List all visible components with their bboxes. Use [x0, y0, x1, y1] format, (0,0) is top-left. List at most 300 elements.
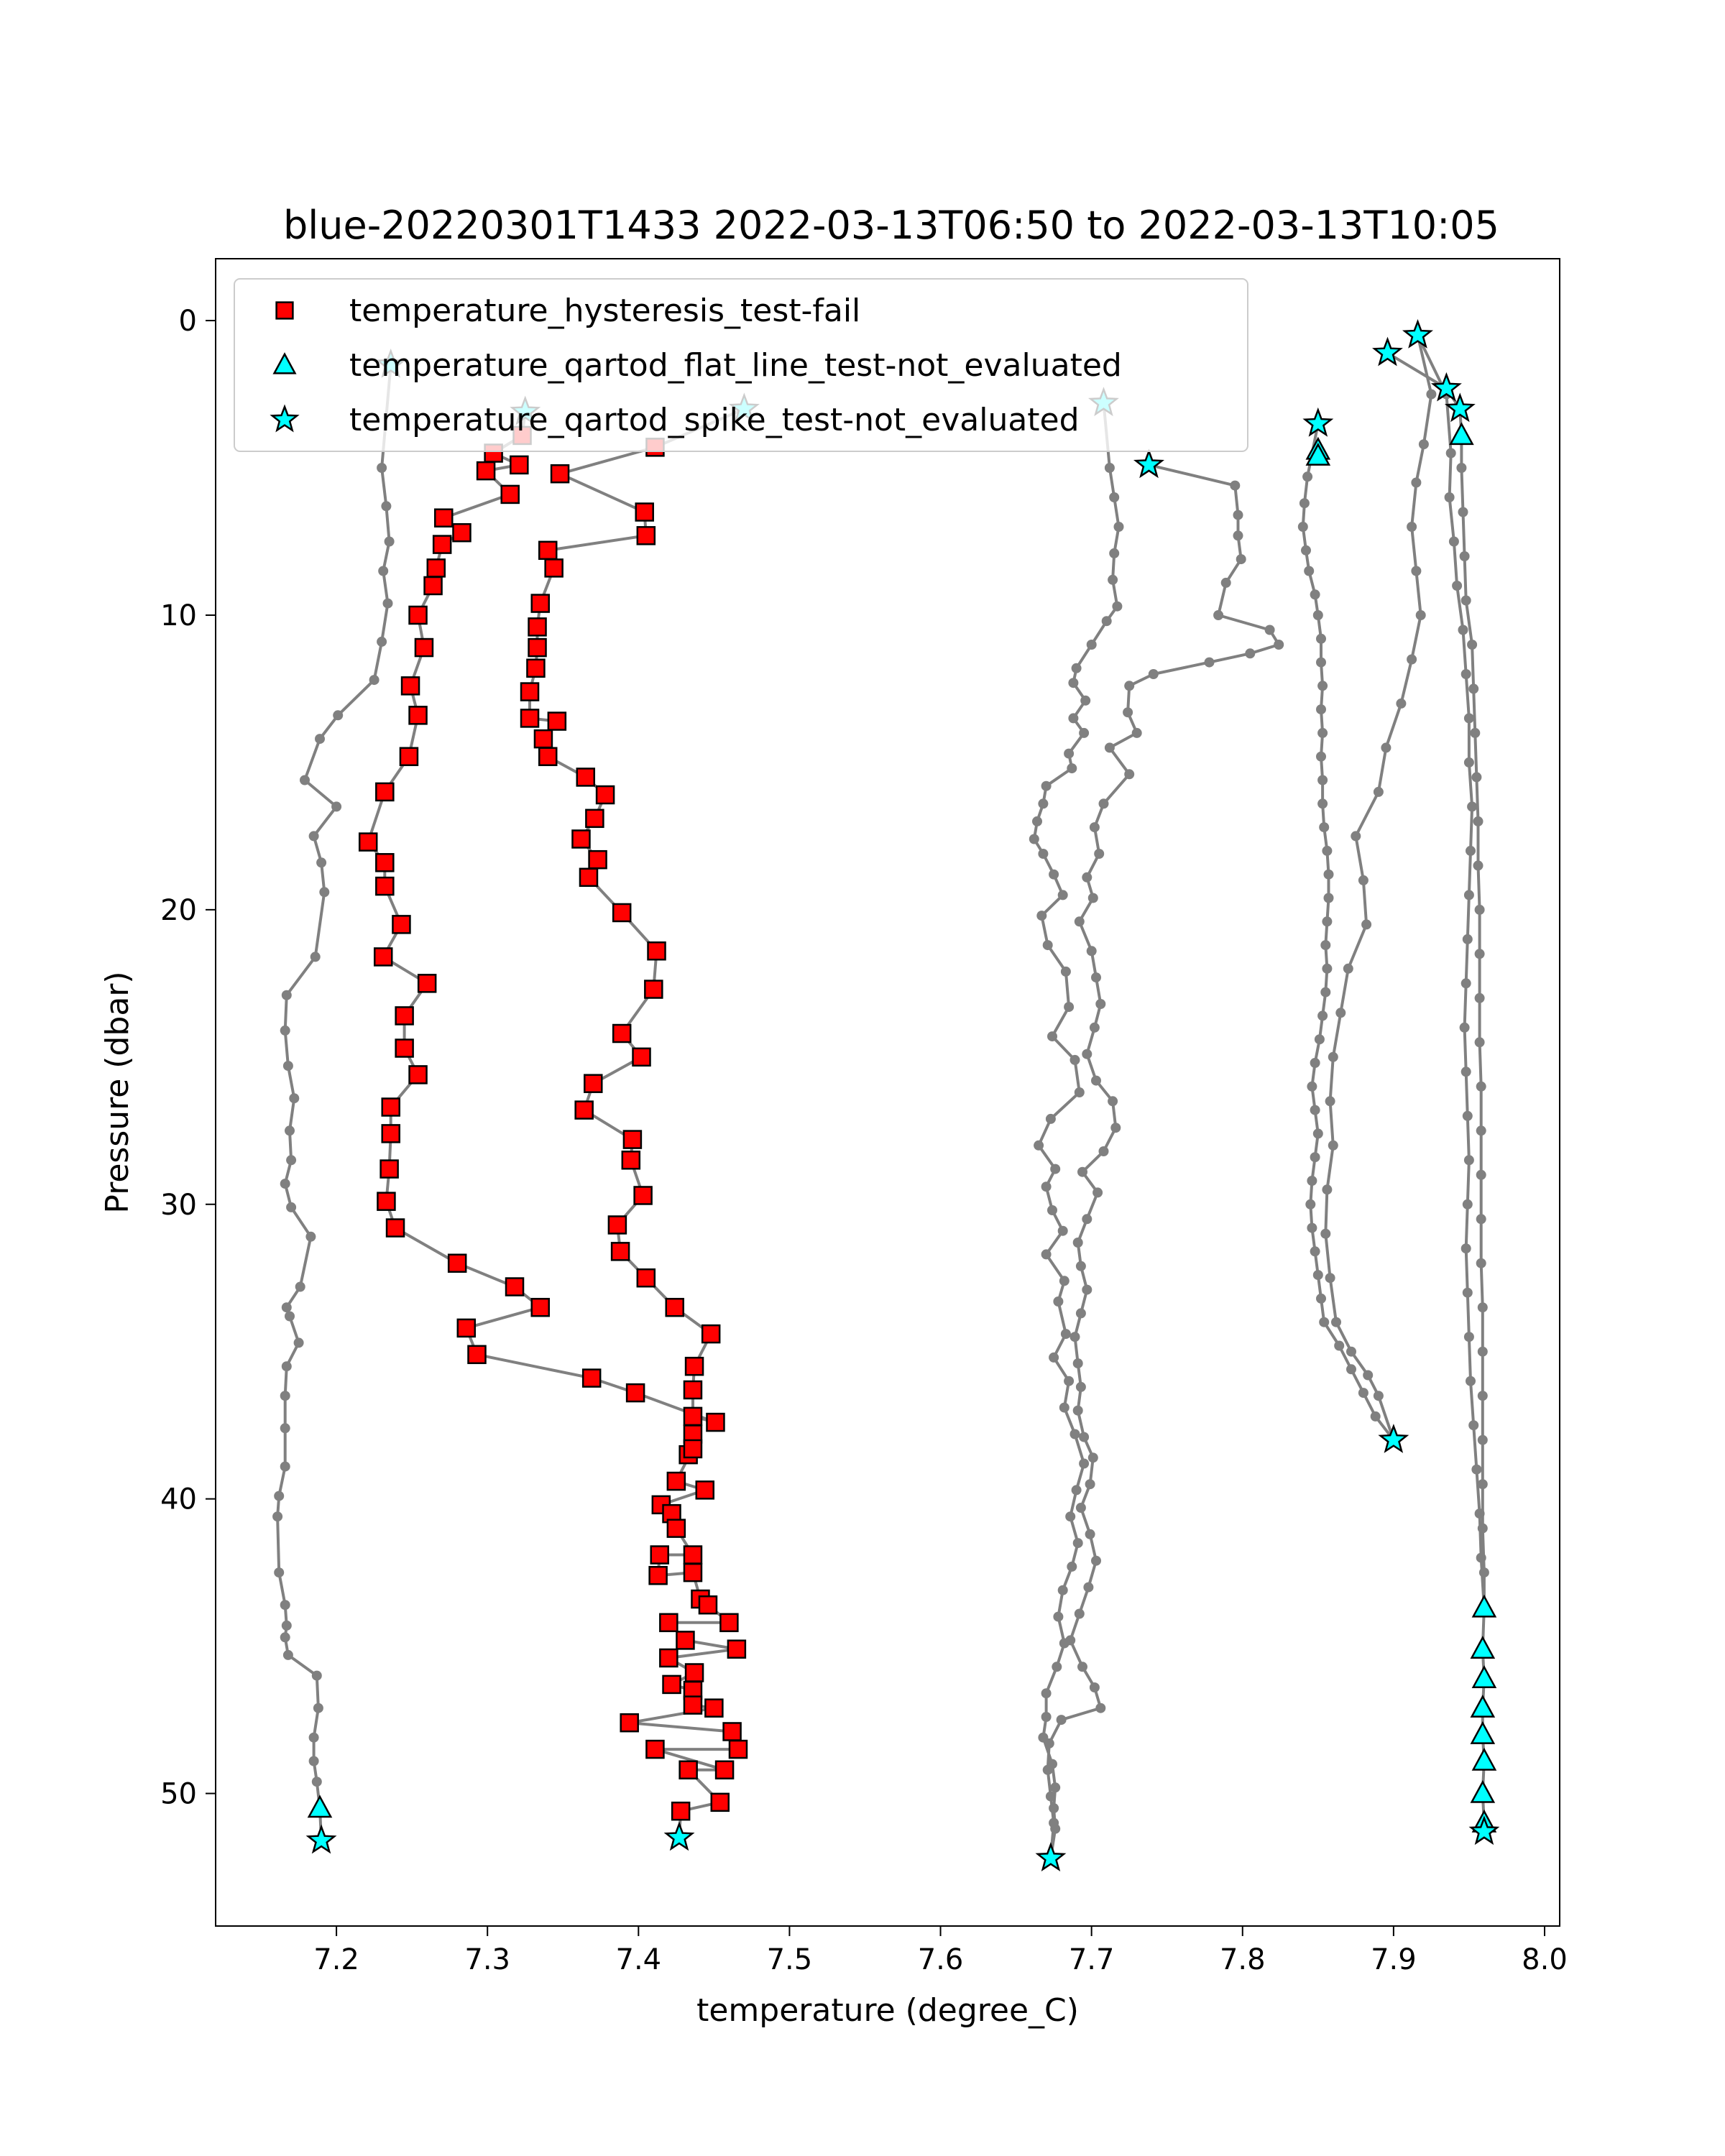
hysteresis-fail-marker	[635, 1187, 652, 1204]
hysteresis-fail-marker	[684, 1564, 702, 1581]
profile-point	[1463, 1199, 1473, 1210]
x-tick-label: 7.2	[313, 1943, 359, 1976]
profile-point	[1043, 940, 1053, 950]
profile-point	[286, 1155, 296, 1165]
profile-point	[1058, 1585, 1068, 1595]
profile-point	[1044, 1738, 1054, 1749]
profile-point	[1029, 834, 1039, 844]
profile-point	[313, 1703, 323, 1713]
profile-point	[1068, 678, 1078, 688]
profile-point	[1461, 669, 1471, 679]
hysteresis-fail-marker	[663, 1676, 681, 1693]
profile-point	[1082, 872, 1092, 883]
profile-point	[1052, 1662, 1062, 1672]
hysteresis-fail-marker	[621, 1714, 638, 1731]
profile-point	[377, 463, 387, 473]
y-tick-label: 50	[160, 1777, 197, 1811]
profile-point	[1322, 1184, 1332, 1194]
profile-point	[1032, 816, 1042, 826]
hysteresis-fail-marker	[686, 1358, 703, 1375]
profile-point	[1072, 663, 1082, 673]
profile-point	[1061, 967, 1071, 977]
hysteresis-fail-marker	[551, 465, 569, 482]
hysteresis-fail-marker	[668, 1473, 685, 1490]
profile-point	[1059, 1276, 1070, 1286]
profile-point	[286, 1202, 296, 1212]
profile-point	[1094, 849, 1104, 859]
profile-point	[1464, 713, 1474, 723]
profile-point	[1464, 890, 1474, 900]
profile-point	[282, 990, 292, 1000]
profile-point	[1077, 1167, 1087, 1177]
profile-point	[1478, 1347, 1488, 1357]
profile-point	[1449, 537, 1459, 547]
profile-point	[1300, 498, 1310, 508]
profile-point	[312, 1671, 322, 1681]
hysteresis-fail-marker	[684, 1547, 702, 1564]
profile-point	[1310, 589, 1320, 599]
hysteresis-fail-marker	[672, 1802, 689, 1820]
profile-point	[1041, 1249, 1052, 1259]
profile-point	[1320, 940, 1330, 950]
profile-point	[1233, 510, 1243, 520]
profile-point	[1091, 972, 1101, 982]
profile-point	[1073, 1238, 1083, 1248]
profile-point	[1205, 658, 1215, 668]
hysteresis-fail-marker	[532, 1299, 549, 1316]
profile-point	[1041, 1712, 1052, 1722]
profile-point	[1088, 893, 1098, 903]
hysteresis-fail-marker	[435, 510, 452, 527]
x-tick-label: 7.8	[1219, 1943, 1266, 1976]
profile-point	[1079, 1459, 1089, 1469]
profile-point	[1109, 548, 1119, 558]
profile-point	[1050, 1164, 1060, 1174]
hysteresis-fail-marker	[650, 1567, 667, 1584]
profile-point	[1463, 1111, 1473, 1121]
profile-point	[1320, 1229, 1330, 1239]
profile-point	[1460, 551, 1470, 561]
profile-point	[1067, 1562, 1077, 1572]
profile-point	[1213, 610, 1223, 620]
hysteresis-fail-marker	[638, 527, 655, 544]
y-tick-label: 40	[160, 1483, 197, 1516]
profile-point	[1461, 1243, 1471, 1253]
profile-point	[1319, 822, 1329, 832]
x-tick-label: 7.3	[464, 1943, 511, 1976]
profile-point	[1105, 463, 1115, 473]
profile-point	[1471, 772, 1481, 782]
x-tick-label: 7.4	[615, 1943, 662, 1976]
x-axis-label: temperature (degree_C)	[696, 1992, 1079, 2029]
hysteresis-fail-marker	[684, 1381, 702, 1399]
profile-point	[1466, 1376, 1476, 1386]
profile-point	[283, 1061, 293, 1071]
profile-point	[1058, 890, 1068, 900]
profile-point	[1073, 1538, 1083, 1548]
profile-point	[1310, 1152, 1320, 1162]
hysteresis-fail-marker	[535, 730, 552, 747]
profile-point	[1057, 1715, 1067, 1725]
hysteresis-fail-marker	[548, 713, 566, 730]
profile-point	[1301, 545, 1311, 556]
profile-point	[1090, 822, 1100, 832]
profile-point	[1038, 798, 1048, 808]
profile-point	[1317, 681, 1328, 691]
profile-point	[315, 734, 325, 744]
profile-point	[1099, 1146, 1109, 1156]
profile-point	[1475, 949, 1485, 959]
profile-point	[1456, 463, 1466, 473]
hysteresis-fail-marker	[686, 1664, 703, 1681]
hysteresis-fail-marker	[576, 1102, 593, 1119]
profile-point	[1075, 916, 1085, 926]
hysteresis-fail-marker	[477, 462, 494, 479]
hysteresis-fail-marker	[448, 1255, 466, 1272]
profile-point	[1079, 1432, 1089, 1442]
profile-point	[381, 501, 391, 511]
hysteresis-fail-marker	[660, 1614, 677, 1631]
hysteresis-fail-marker	[636, 504, 653, 521]
profile-point	[1407, 655, 1417, 665]
hysteresis-fail-marker	[468, 1346, 485, 1363]
profile-point	[1470, 728, 1480, 738]
profile-point	[1067, 763, 1077, 773]
profile-point	[1467, 640, 1477, 650]
hysteresis-fail-marker	[624, 1131, 641, 1148]
profile-point	[1313, 610, 1323, 620]
profile-point	[1322, 846, 1332, 856]
profile-point	[1265, 625, 1275, 635]
profile-point	[331, 801, 341, 811]
hysteresis-fail-marker	[705, 1700, 722, 1717]
profile-point	[1041, 781, 1052, 791]
profile-point	[1476, 1553, 1486, 1563]
hysteresis-fail-marker	[720, 1614, 737, 1631]
profile-point	[1335, 1008, 1346, 1018]
profile-point	[1371, 1411, 1381, 1422]
hysteresis-fail-marker	[458, 1319, 475, 1337]
profile-point	[1049, 1818, 1059, 1828]
profile-point	[1049, 1353, 1059, 1363]
profile-point	[1419, 439, 1429, 449]
profile-point	[1070, 1429, 1080, 1439]
profile-point	[1467, 801, 1477, 811]
profile-point	[1036, 911, 1046, 921]
hysteresis-fail-marker	[415, 639, 433, 656]
profile-point	[1475, 1037, 1485, 1047]
legend-spike-not-evaluated-label: temperature_qartod_spike_test-not_evaluated	[349, 402, 1080, 438]
profile-point	[1476, 1214, 1486, 1224]
hysteresis-fail-marker	[387, 1220, 404, 1237]
profile-point	[1324, 893, 1334, 903]
profile-point	[1458, 625, 1468, 635]
hysteresis-fail-marker	[716, 1761, 733, 1779]
y-tick-label: 10	[160, 599, 197, 632]
hysteresis-fail-marker	[696, 1481, 714, 1498]
profile-point	[1047, 1205, 1057, 1215]
profile-point	[1132, 728, 1142, 738]
profile-point	[385, 537, 395, 547]
hysteresis-fail-marker	[622, 1151, 640, 1169]
profile-point	[1046, 1114, 1056, 1124]
y-axis-label: Pressure (dbar)	[99, 971, 136, 1214]
profile-point	[1079, 728, 1089, 738]
hysteresis-fail-marker	[666, 1299, 684, 1316]
profile-point	[1088, 1452, 1098, 1462]
profile-point	[1124, 769, 1134, 779]
hysteresis-fail-marker	[699, 1596, 717, 1613]
hysteresis-fail-marker	[680, 1761, 697, 1779]
hysteresis-fail-marker	[392, 916, 410, 933]
hysteresis-fail-marker	[529, 639, 546, 656]
profile-point	[1374, 787, 1384, 797]
hysteresis-fail-marker	[410, 1066, 427, 1083]
profile-point	[309, 831, 319, 841]
profile-point	[378, 566, 388, 576]
hysteresis-fail-marker	[702, 1325, 719, 1342]
y-tick-label: 20	[160, 893, 197, 927]
profile-point	[1059, 1403, 1070, 1413]
hysteresis-fail-marker	[502, 486, 519, 503]
profile-point	[1476, 1170, 1486, 1180]
legend	[234, 279, 1248, 451]
hysteresis-fail-marker	[376, 877, 393, 895]
profile-point	[1460, 1023, 1470, 1033]
profile-point	[1458, 507, 1468, 517]
profile-point	[1049, 870, 1059, 880]
profile-point	[1463, 934, 1473, 944]
profile-point	[1043, 1765, 1053, 1775]
profile-point	[1331, 1317, 1341, 1327]
profile-point	[1105, 742, 1115, 752]
profile-point	[280, 1391, 290, 1401]
hysteresis-fail-marker	[646, 1741, 663, 1758]
hysteresis-fail-marker	[684, 1697, 702, 1714]
hysteresis-fail-marker	[684, 1408, 702, 1425]
profile-point	[1305, 1199, 1315, 1210]
profile-point	[1317, 728, 1328, 738]
profile-point	[1112, 602, 1122, 612]
profile-point	[280, 1026, 290, 1036]
profile-point	[1461, 978, 1471, 988]
profile-point	[1316, 704, 1326, 714]
x-tick-label: 7.9	[1371, 1943, 1417, 1976]
hysteresis-fail-marker	[453, 524, 470, 541]
profile-point	[1466, 846, 1476, 856]
profile-point	[272, 1511, 282, 1521]
profile-point	[1346, 1364, 1356, 1374]
hysteresis-fail-marker	[510, 456, 528, 474]
hysteresis-fail-marker	[586, 810, 603, 827]
profile-point	[1304, 566, 1314, 576]
profile-point	[1245, 648, 1255, 658]
profile-point	[1076, 1503, 1086, 1513]
profile-point	[1358, 1388, 1368, 1398]
profile-point	[1076, 1261, 1086, 1271]
profile-point	[1468, 683, 1478, 694]
profile-point	[309, 1756, 319, 1766]
chart-title: blue-20220301T1433 2022-03-13T06:50 to 2022-03-13T10:05	[282, 203, 1500, 248]
profile-point	[1325, 1273, 1335, 1283]
profile-point	[1478, 1302, 1488, 1312]
hysteresis-fail-marker	[425, 577, 442, 594]
profile-point	[1316, 1294, 1326, 1304]
profile-point	[1473, 860, 1484, 870]
profile-point	[280, 1600, 290, 1610]
hysteresis-fail-marker	[572, 830, 589, 847]
profile-point	[1461, 596, 1471, 606]
profile-point	[300, 775, 310, 786]
hysteresis-fail-marker	[506, 1279, 523, 1296]
profile-point	[1076, 1308, 1086, 1318]
profile-point	[1072, 1485, 1082, 1495]
profile-point	[1092, 1187, 1103, 1197]
hysteresis-fail-marker	[377, 1193, 395, 1210]
hysteresis-fail-marker	[402, 677, 419, 694]
profile-point	[1473, 816, 1484, 826]
profile-point	[383, 599, 393, 609]
hysteresis-fail-marker	[527, 660, 544, 677]
profile-point	[1080, 696, 1090, 706]
x-tick-label: 7.7	[1068, 1943, 1115, 1976]
hysteresis-fail-marker	[410, 607, 427, 624]
hysteresis-fail-marker	[359, 834, 377, 851]
profile-point	[285, 1312, 295, 1322]
profile-point	[1075, 1609, 1085, 1619]
profile-point	[1274, 640, 1284, 650]
hysteresis-fail-marker	[532, 595, 549, 612]
hysteresis-fail-marker	[396, 1007, 413, 1024]
profile-point	[312, 1777, 322, 1787]
x-tick-label: 7.6	[917, 1943, 964, 1976]
profile-point	[1090, 1023, 1100, 1033]
hysteresis-fail-marker	[521, 709, 538, 727]
profile-point	[1073, 1358, 1083, 1368]
profile-point	[274, 1567, 284, 1577]
profile-point	[1076, 1382, 1086, 1392]
profile-point	[1077, 1662, 1087, 1672]
profile-point	[285, 1125, 295, 1135]
profile-point	[1322, 964, 1332, 974]
hysteresis-fail-marker	[633, 1049, 650, 1066]
profile-point	[1149, 669, 1159, 679]
profile-point	[1221, 578, 1231, 588]
hysteresis-fail-marker	[660, 1649, 677, 1667]
hysteresis-fail-marker	[583, 1370, 600, 1387]
profile-point	[1298, 522, 1308, 532]
profile-point	[1316, 752, 1326, 762]
profile-point	[1322, 916, 1332, 926]
profile-point	[1426, 390, 1436, 400]
profile-point	[1315, 1034, 1325, 1044]
hysteresis-fail-marker	[521, 683, 538, 701]
profile-point	[1038, 849, 1048, 859]
profile-point	[1034, 1141, 1044, 1151]
profile-point	[1064, 1002, 1074, 1012]
hysteresis-fail-marker	[648, 942, 666, 959]
profile-point	[1053, 1612, 1063, 1622]
hysteresis-fail-marker	[418, 975, 436, 992]
hysteresis-fail-marker	[376, 854, 393, 871]
profile-point	[295, 1282, 305, 1292]
hysteresis-fail-marker	[707, 1414, 724, 1431]
profile-point	[280, 1462, 290, 1472]
hysteresis-fail-marker	[382, 1098, 400, 1115]
profile-point	[1478, 1391, 1488, 1401]
hysteresis-fail-marker	[651, 1547, 668, 1564]
profile-point	[1325, 1096, 1335, 1106]
profile-point	[1109, 492, 1119, 502]
profile-point	[1319, 1317, 1329, 1327]
profile-point	[1324, 870, 1334, 880]
profile-point	[1358, 875, 1368, 885]
profile-point	[1090, 1682, 1100, 1692]
profile-point	[1445, 492, 1455, 502]
profile-point	[1075, 1087, 1085, 1097]
profile-point	[1407, 522, 1417, 532]
profile-point	[1475, 1508, 1485, 1519]
hysteresis-fail-marker	[676, 1631, 694, 1649]
hysteresis-fail-marker	[589, 851, 607, 868]
profile-point	[1374, 1391, 1384, 1401]
profile-point	[1082, 1049, 1092, 1059]
profile-point	[1464, 1332, 1474, 1342]
profile-point	[294, 1337, 304, 1348]
profile-point	[369, 675, 380, 685]
profile-point	[1361, 919, 1371, 929]
profile-point	[1110, 1123, 1121, 1133]
y-tick-label: 30	[160, 1188, 197, 1222]
profile-point	[1316, 634, 1326, 644]
profile-point	[283, 1650, 293, 1660]
profile-point	[1047, 1031, 1057, 1041]
profile-point	[310, 952, 321, 962]
profile-point	[1411, 566, 1421, 576]
profile-point	[1476, 1125, 1486, 1135]
profile-point	[1310, 1105, 1320, 1115]
legend-hysteresis-fail-label: temperature_hysteresis_test-fail	[349, 292, 861, 329]
hysteresis-fail-marker	[728, 1641, 745, 1658]
profile-point	[280, 1423, 290, 1433]
profile-point	[1085, 1479, 1095, 1489]
x-tick-label: 7.5	[766, 1943, 813, 1976]
hysteresis-fail-marker	[645, 981, 662, 998]
profile-point	[1464, 1155, 1474, 1165]
hysteresis-fail-marker	[684, 1440, 702, 1457]
profile-point	[1476, 1082, 1486, 1092]
profile-point	[305, 1232, 316, 1242]
profile-point	[1461, 1067, 1471, 1077]
profile-point	[1310, 1246, 1320, 1256]
profile-point	[1471, 1465, 1481, 1475]
profile-point	[1302, 471, 1312, 482]
profile-point	[1475, 905, 1485, 915]
profile-point	[1041, 1181, 1052, 1192]
profile-point	[1317, 798, 1328, 808]
profile-point	[1307, 1082, 1317, 1092]
profile-point	[280, 1632, 290, 1642]
profile-point	[1346, 1347, 1356, 1357]
profile-point	[316, 857, 326, 867]
profile-point	[289, 1093, 299, 1103]
profile-point	[1050, 1782, 1060, 1792]
profile-point	[1328, 1141, 1338, 1151]
hysteresis-fail-marker	[529, 618, 546, 635]
profile-point	[1058, 1226, 1068, 1236]
profile-point	[319, 887, 329, 897]
profile-point	[1095, 999, 1105, 1009]
